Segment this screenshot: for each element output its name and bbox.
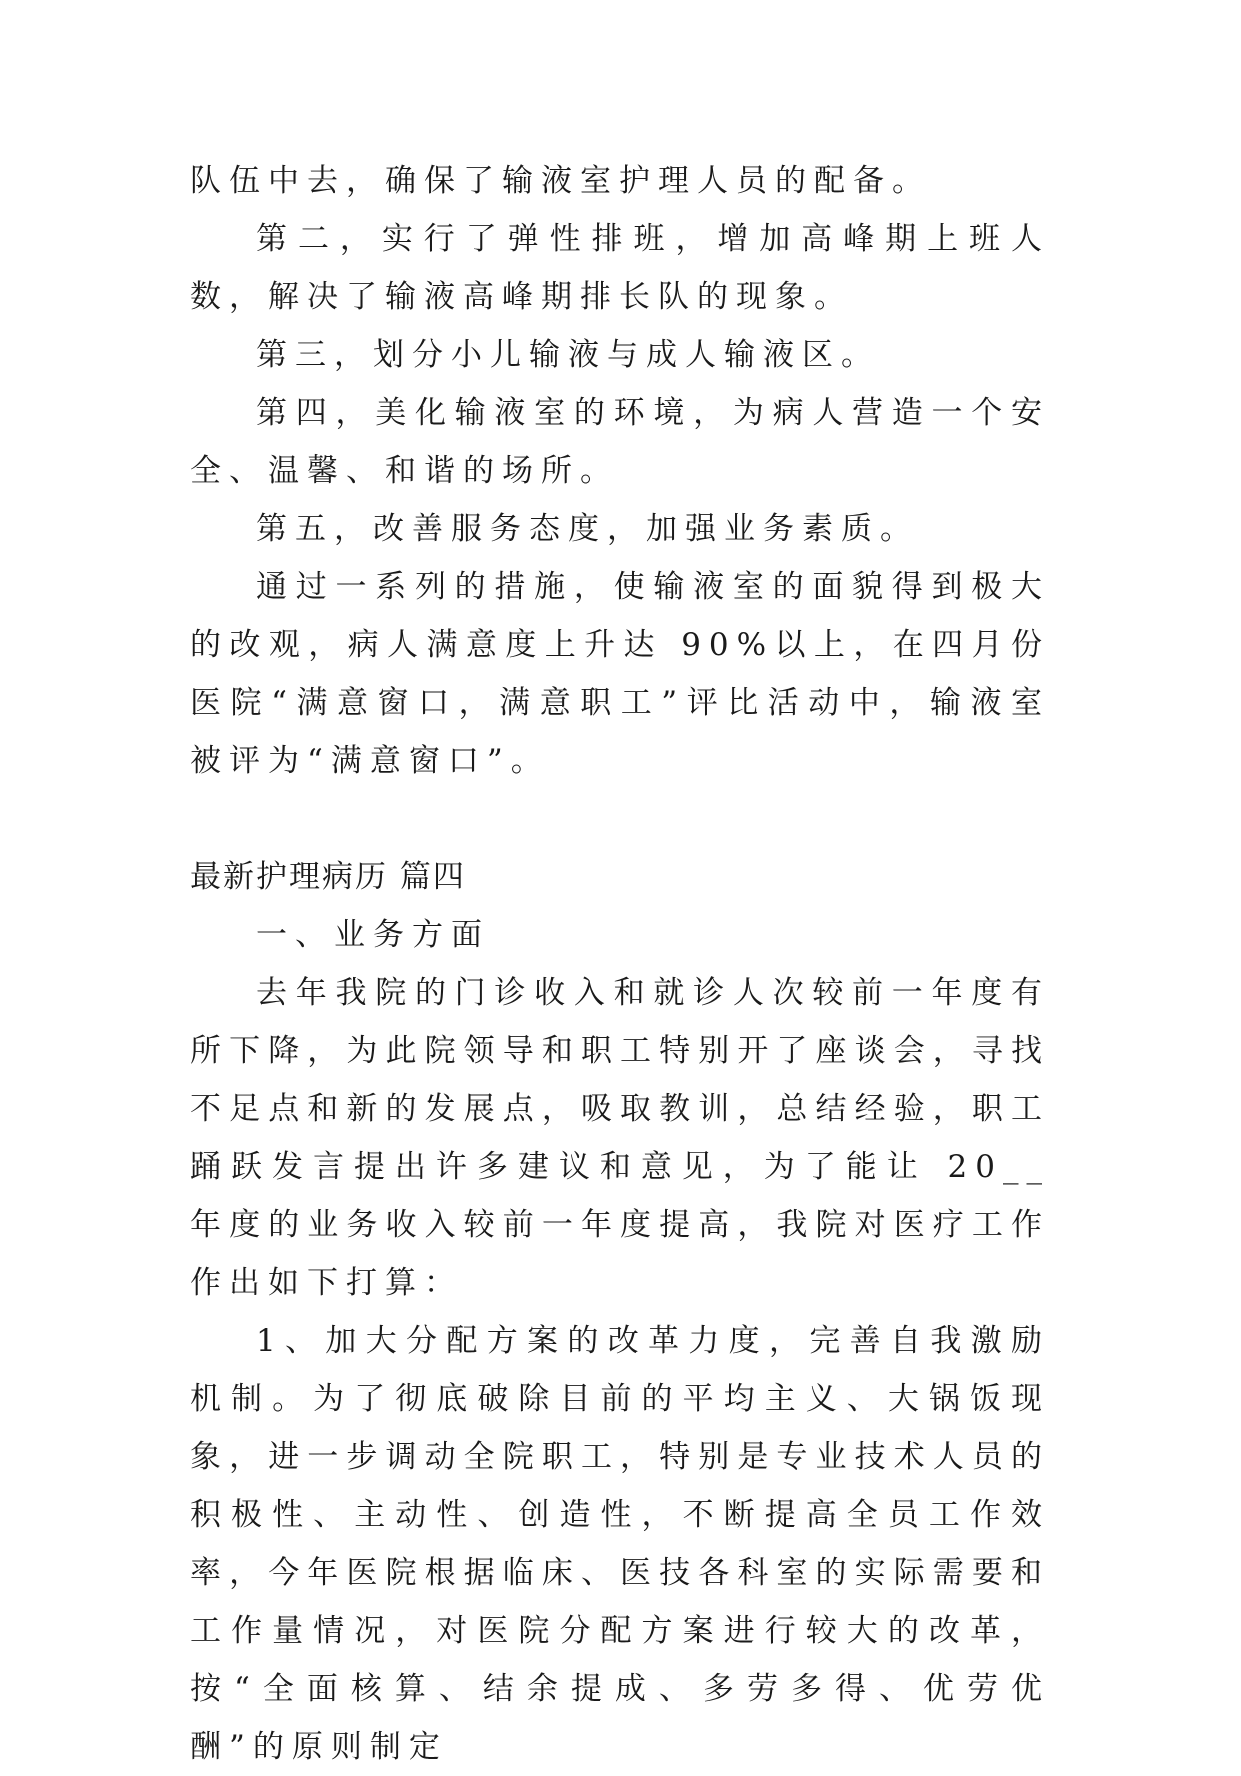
- paragraph: 1、加大分配方案的改革力度，完善自我激励机制。为了彻底破除目前的平均主义、大锅饭现象，进一步调动全院职工，特别是专业技术人员的积极性、主动性、创造性，不断提高全员工作效率，今年医院根据临床、医技各科室的实际需要和工作量情况，对医院分配方案进行较大的改革，按“全面核算、结余提成、多劳多得、优劳优酬”的原则制定: [190, 1323, 1050, 1765]
- document-body: [190, 152, 1050, 1776]
- paragraph: 第二，实行了弹性排班，增加高峰期上班人数，解决了输液高峰期排长队的现象。: [190, 221, 1050, 315]
- paragraph: 队伍中去，确保了输液室护理人员的配备。: [190, 163, 931, 199]
- section-subheading: 一、业务方面: [256, 917, 490, 953]
- paragraph-spacer: [190, 790, 1050, 848]
- paragraph: 通过一系列的措施，使输液室的面貌得到极大的改观，病人满意度上升达 90%以上，在四月份医院“满意窗口，满意职工”评比活动中，输液室被评为“满意窗口”。: [190, 569, 1050, 779]
- paragraph: 第三，划分小儿输液与成人输液区。: [256, 337, 880, 373]
- section-heading: 最新护理病历 篇四: [190, 859, 466, 895]
- paragraph: 第四，美化输液室的环境，为病人营造一个安全、温馨、和谐的场所。: [190, 395, 1050, 489]
- paragraph: 第五，改善服务态度，加强业务素质。: [256, 511, 919, 547]
- paragraph: 去年我院的门诊收入和就诊人次较前一年度有所下降，为此院领导和职工特别开了座谈会，寻找不足点和新的发展点，吸取教训，总结经验，职工踊跃发言提出许多建议和意见，为了能让 20__年度的业务收入较前一年度提高，我院对医疗工作作出如下打算：: [190, 975, 1050, 1301]
